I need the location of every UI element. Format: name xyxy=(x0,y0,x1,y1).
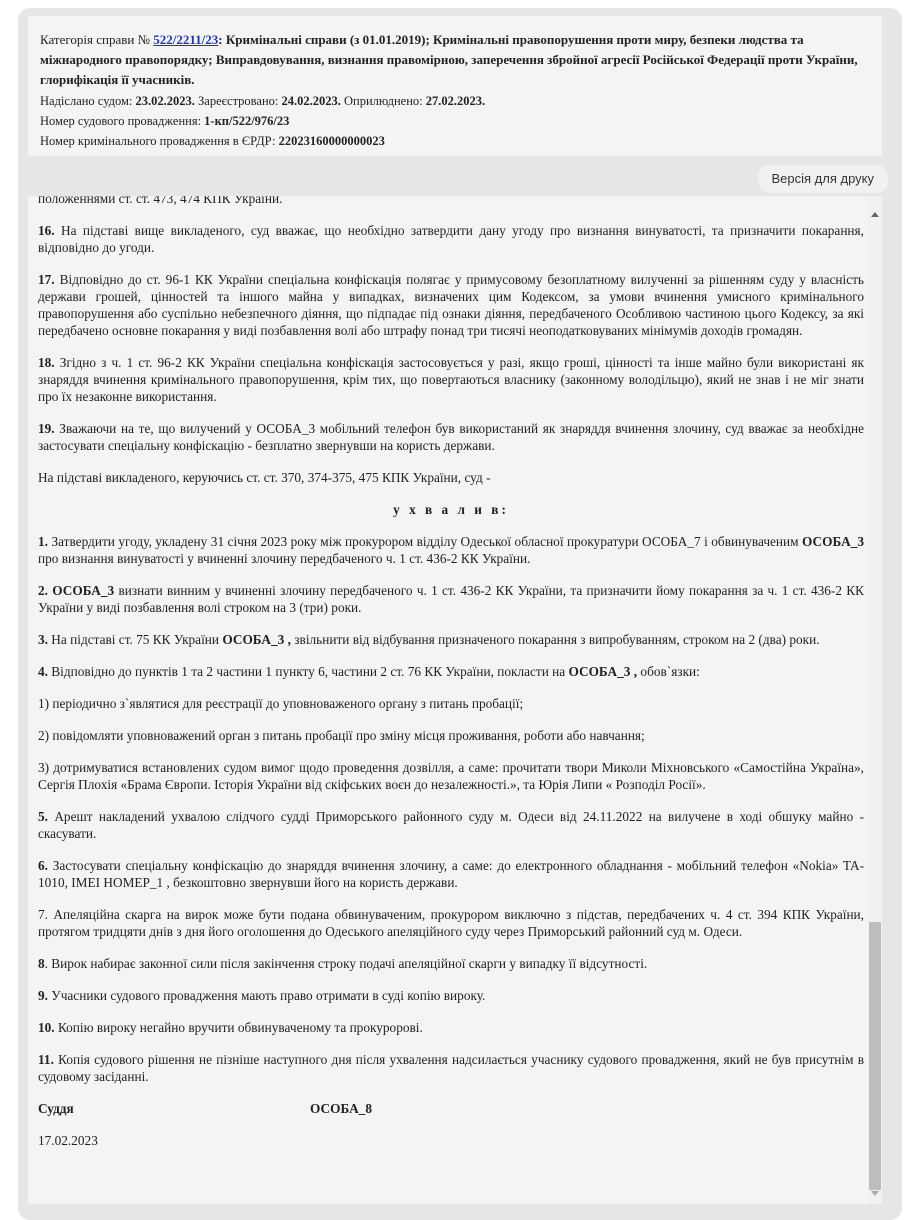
ruling-number: 4. xyxy=(38,664,48,679)
person-name: ОСОБА_3 , xyxy=(222,632,291,647)
published-date: 27.02.2023. xyxy=(425,94,486,108)
duty-3: 3) дотримуватися встановлених судом вимог щодо проведення дозвілля, а саме: прочитати твори Миколи Міхновського «Самостійна Україна», Сергія Плохія «Брама Європи. Історія України від скіфських воєн до незалежності.», та Юрія Липи « Розподіл Росії». xyxy=(38,760,864,792)
ruling-text: обов`язки: xyxy=(637,664,700,679)
paragraph-number: 18. xyxy=(38,355,55,370)
paragraph-17 xyxy=(38,271,864,339)
ruling-number: 6. xyxy=(38,858,48,873)
scrollbar-thumb[interactable] xyxy=(869,922,881,1190)
ruling-number: 9. xyxy=(38,988,48,1003)
erdr-number: 22023160000000023 xyxy=(278,134,385,148)
category-label: Категорія справи № xyxy=(40,32,154,47)
case-dates xyxy=(40,91,870,111)
paragraph-text: Зважаючи на те, що вилучений у ОСОБА_3 мобільний телефон був використаний як знаряддя вчинення злочину, суд вважає за необхідне застосувати спеціальну конфіскацію - безплатно звернувши на користь держави. xyxy=(38,421,864,453)
ruling-text: Апеляційна скарга на вирок може бути подана обвинуваченим, прокурором виключно з підстав, передбачених ч. 4 ст. 394 КПК України, протягом тридцяти днів з дня його оголошення до Одеського апеляційного суду через Приморський районний суд м. Одеси. xyxy=(38,907,864,939)
ruling-11 xyxy=(38,1051,864,1085)
scroll-down-arrow-icon[interactable] xyxy=(871,1191,879,1196)
paragraph-text: На підставі вище викладеного, суд вважає, що необхідно затвердити дану угоду про визнання винуватості, та призначити покарання, відповідно до угоди. xyxy=(38,223,864,255)
scroll-up-arrow-icon[interactable] xyxy=(871,212,879,217)
registered-date: 24.02.2023. xyxy=(281,94,341,108)
proceeding-number-line xyxy=(40,111,870,131)
erdr-label: Номер кримінального провадження в ЄРДР: xyxy=(40,134,279,148)
ruling-text: про визнання винуватості у вчиненні злочину передбаченого ч. 1 ст. 436-2 КК України. xyxy=(38,551,531,566)
ruling-7 xyxy=(38,906,864,940)
case-number-link[interactable]: 522/2211/23 xyxy=(153,32,219,47)
ruling-text: Відповідно до пунктів 1 та 2 частини 1 пункту 6, частини 2 ст. 76 КК України, покласти на xyxy=(47,664,569,679)
ruling-number: 7. xyxy=(38,907,48,922)
signature-row xyxy=(38,1100,864,1117)
ruling-4 xyxy=(38,663,864,680)
paragraph-18 xyxy=(38,354,864,405)
proceeding-label: Номер судового провадження: xyxy=(40,114,205,128)
paragraph-text: Відповідно до ст. 96-1 КК України спеціальна конфіскація полягає у примусовому безоплатному вилученні за рішенням суду у власність держави грошей, цінностей та іншого майна у випадках, визначених цим Кодексом, за умови вчинення умисного кримінального правопорушення або суспільно небезпечного діяння, що підпадає під ознаки діяння, передбаченого Особливою частиною цього Кодексу, за які передбачено основне покарання у виді позбавлення волі або штрафу понад три тисячі неоподатковуваних мінімумів доходів громадян. xyxy=(38,272,864,338)
ruling-3 xyxy=(38,631,864,648)
paragraph-16 xyxy=(38,222,864,256)
paragraph-number: 16. xyxy=(38,223,55,238)
ruling-number: 3. xyxy=(38,632,48,647)
duty-2: 2) повідомляти уповноважений орган з питань пробації про зміну місця проживання, роботи або навчання; xyxy=(38,728,645,743)
paragraph-19 xyxy=(38,420,864,454)
paragraph-cut: положеннями ст. ст. 473, 474 КПК України. xyxy=(38,196,283,206)
judge-label: Суддя xyxy=(38,1101,74,1116)
ruling-number: 8 xyxy=(38,956,45,971)
ruling-text: звільнити від відбування призначеного покарання з випробуванням, строком на 2 (два) роки. xyxy=(290,632,820,647)
paragraph-number: 17. xyxy=(38,272,55,287)
ruling-number: 5. xyxy=(38,809,48,824)
person-name: ОСОБА_3 , xyxy=(568,664,638,679)
paragraph-number: 19. xyxy=(38,421,55,436)
document-date: 17.02.2023 xyxy=(38,1133,98,1148)
ruling-text: Затвердити угоду, укладену 31 січня 2023 року між прокурором відділу Одеської обласної прокуратури ОСОБА_7 і обвинуваченим xyxy=(47,534,803,549)
ruling-9 xyxy=(38,987,864,1004)
ruling-number: 1. xyxy=(38,534,48,549)
ruling-2 xyxy=(38,582,864,616)
decided-heading: у х в а л и в: xyxy=(393,502,509,517)
duty-1: 1) періодично з`являтися для реєстрації до уповноваженого органу з питань пробації; xyxy=(38,696,524,711)
document-viewer xyxy=(28,196,882,1204)
ruling-1 xyxy=(38,533,864,567)
ruling-text: Арешт накладений ухвалою слідчого судді Приморського районного суду м. Одеси від 24.11.2022 на вилучене в ході обшуку майно - скасувати. xyxy=(38,809,864,841)
judge-name: ОСОБА_8 xyxy=(310,1101,372,1116)
proceeding-number: 1-кп/522/976/23 xyxy=(204,114,290,128)
ruling-text: Учасники судового провадження мають право отримати в суді копію вироку. xyxy=(47,988,486,1003)
sent-date: 23.02.2023. xyxy=(135,94,195,108)
ruling-text: На підставі ст. 75 КК України xyxy=(47,632,223,647)
ruling-6 xyxy=(38,857,864,891)
ruling-number: 2. ОСОБА_3 xyxy=(38,583,115,598)
basis-paragraph: На підставі викладеного, керуючись ст. ст. 370, 374-375, 475 КПК України, суд - xyxy=(38,470,491,485)
vertical-scrollbar[interactable] xyxy=(868,196,882,1204)
ruling-number: 11. xyxy=(38,1052,54,1067)
ruling-text: Копія судового рішення не пізніше наступного дня після ухвалення надсилається учаснику судового провадження, який не був присутнім в судовому засіданні. xyxy=(38,1052,864,1084)
ruling-10 xyxy=(38,1019,864,1036)
registered-label: Зареєстровано: xyxy=(194,94,282,108)
erdr-number-line xyxy=(40,131,870,151)
category-text: : Кримінальні справи (з 01.01.2019); Кримінальні правопорушення проти миру, безпеки людства та міжнародного правопорядку; Виправдовування, визнання правомірною, заперечення збройної агресії Російської Федерації проти України, глорифікація її учасників. xyxy=(40,32,858,87)
document-container xyxy=(18,8,902,1220)
sent-label: Надіслано судом: xyxy=(40,94,136,108)
ruling-text: визнати винним у вчиненні злочину передбаченого ч. 1 ст. 436-2 КК України, та призначити йому покарання за ч. 1 ст. 436-2 КК України у виді позбавлення волі строком на 3 (три) роки. xyxy=(38,583,865,615)
ruling-number: 10. xyxy=(38,1020,55,1035)
document-text xyxy=(38,196,864,1164)
ruling-5 xyxy=(38,808,864,842)
ruling-text: Копію вироку негайно вручити обвинуваченому та прокуророві. xyxy=(54,1020,423,1035)
person-name: ОСОБА_3 xyxy=(802,534,864,549)
print-version-button[interactable]: Версія для друку xyxy=(758,165,889,193)
case-category xyxy=(40,30,870,90)
paragraph-text: Згідно з ч. 1 ст. 96-2 КК України спеціальна конфіскація застосовується у разі, якщо гроші, цінності та інше майно були використані як знаряддя вчинення кримінального правопорушення, крім тих, що повертаються власнику (законному володільцю), який не знав і не міг знати про їх незаконне використання. xyxy=(38,355,864,404)
ruling-text: . Вирок набирає законної сили після закінчення строку подачі апеляційної скарги у випадку її відсутності. xyxy=(44,956,648,971)
ruling-8 xyxy=(38,955,864,972)
published-label: Оприлюднено: xyxy=(340,94,426,108)
case-info-card xyxy=(28,16,882,156)
ruling-text: Застосувати спеціальну конфіскацію до знаряддя вчинення злочину, а саме: до електронного обладнання - мобільний телефон «Nokia» TA-1010, IMEI НОМЕР_1 , безкоштовно звернувши його на користь держави. xyxy=(38,858,864,890)
